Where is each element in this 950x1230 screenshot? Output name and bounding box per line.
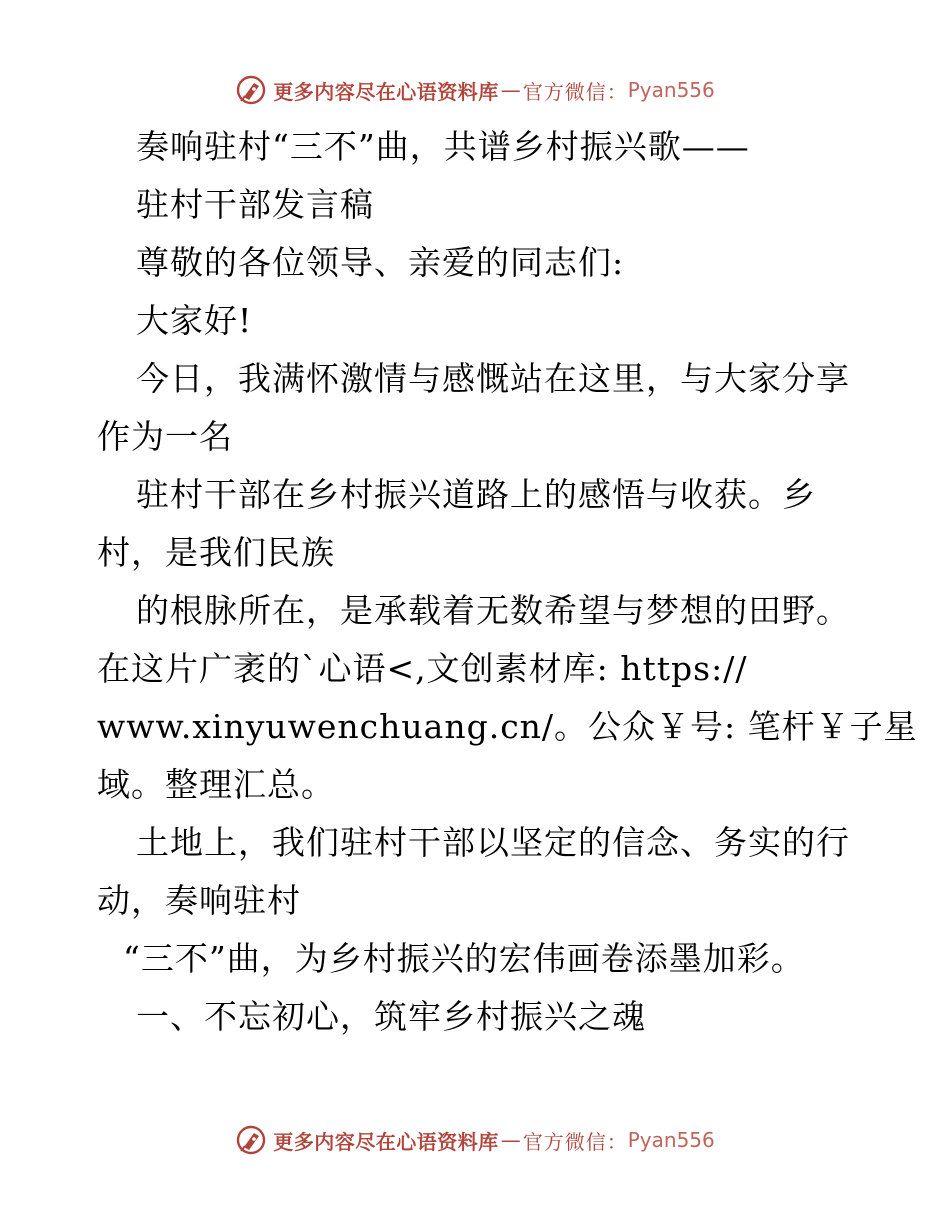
footer-separator: — (500, 1128, 521, 1152)
header-brand-text: 更多内容尽在心语资料库 (273, 79, 499, 104)
paragraph-line: 村，是我们民族 (97, 533, 335, 572)
section-heading: 一、不忘初心，筑牢乡村振兴之魂 (136, 997, 646, 1036)
header-wechat-id: Pyan556 (627, 78, 715, 102)
pen-nib-circle-icon (235, 74, 267, 106)
document-body (97, 118, 918, 1046)
pen-nib-circle-icon (235, 1124, 267, 1156)
greeting-line: 大家好! (136, 301, 253, 340)
paragraph-line: 土地上，我们驻村干部以坚定的信念、务实的行 (136, 823, 850, 862)
paragraph-line: www.xinyuwenchuang.cn/。公众￥号: 笔杆￥子星 (97, 707, 918, 746)
salutation-line: 尊敬的各位领导、亲爱的同志们: (136, 243, 625, 282)
document-title-line-2: 驻村干部发言稿 (136, 185, 374, 224)
paragraph-line: 作为一名 (97, 417, 233, 456)
footer-brand-text: 更多内容尽在心语资料库 (273, 1129, 499, 1154)
paragraph-line: 驻村干部在乡村振兴道路上的感悟与收获。乡 (136, 475, 816, 514)
footer-watermark (0, 1122, 950, 1158)
header-watermark (0, 72, 950, 108)
paragraph-line: “三不”曲，为乡村振兴的宏伟画卷添墨加彩。 (123, 939, 805, 978)
paragraph-line: 在这片广袤的`心语<,文创素材库: https:// (97, 649, 748, 688)
paragraph-line: 今日，我满怀激情与感慨站在这里，与大家分享 (136, 359, 850, 398)
footer-wechat-id: Pyan556 (627, 1128, 715, 1152)
header-wechat-label: 官方微信： (522, 79, 628, 104)
paragraph-line: 的根脉所在，是承载着无数希望与梦想的田野。 (136, 591, 850, 630)
header-separator: — (500, 78, 521, 102)
paragraph-line: 动，奏响驻村 (97, 881, 301, 920)
document-title-line-1: 奏响驻村“三不”曲，共谱乡村振兴歌—— (136, 127, 750, 166)
footer-wechat-label: 官方微信： (522, 1129, 628, 1154)
paragraph-line: 域。整理汇总。 (97, 765, 335, 804)
